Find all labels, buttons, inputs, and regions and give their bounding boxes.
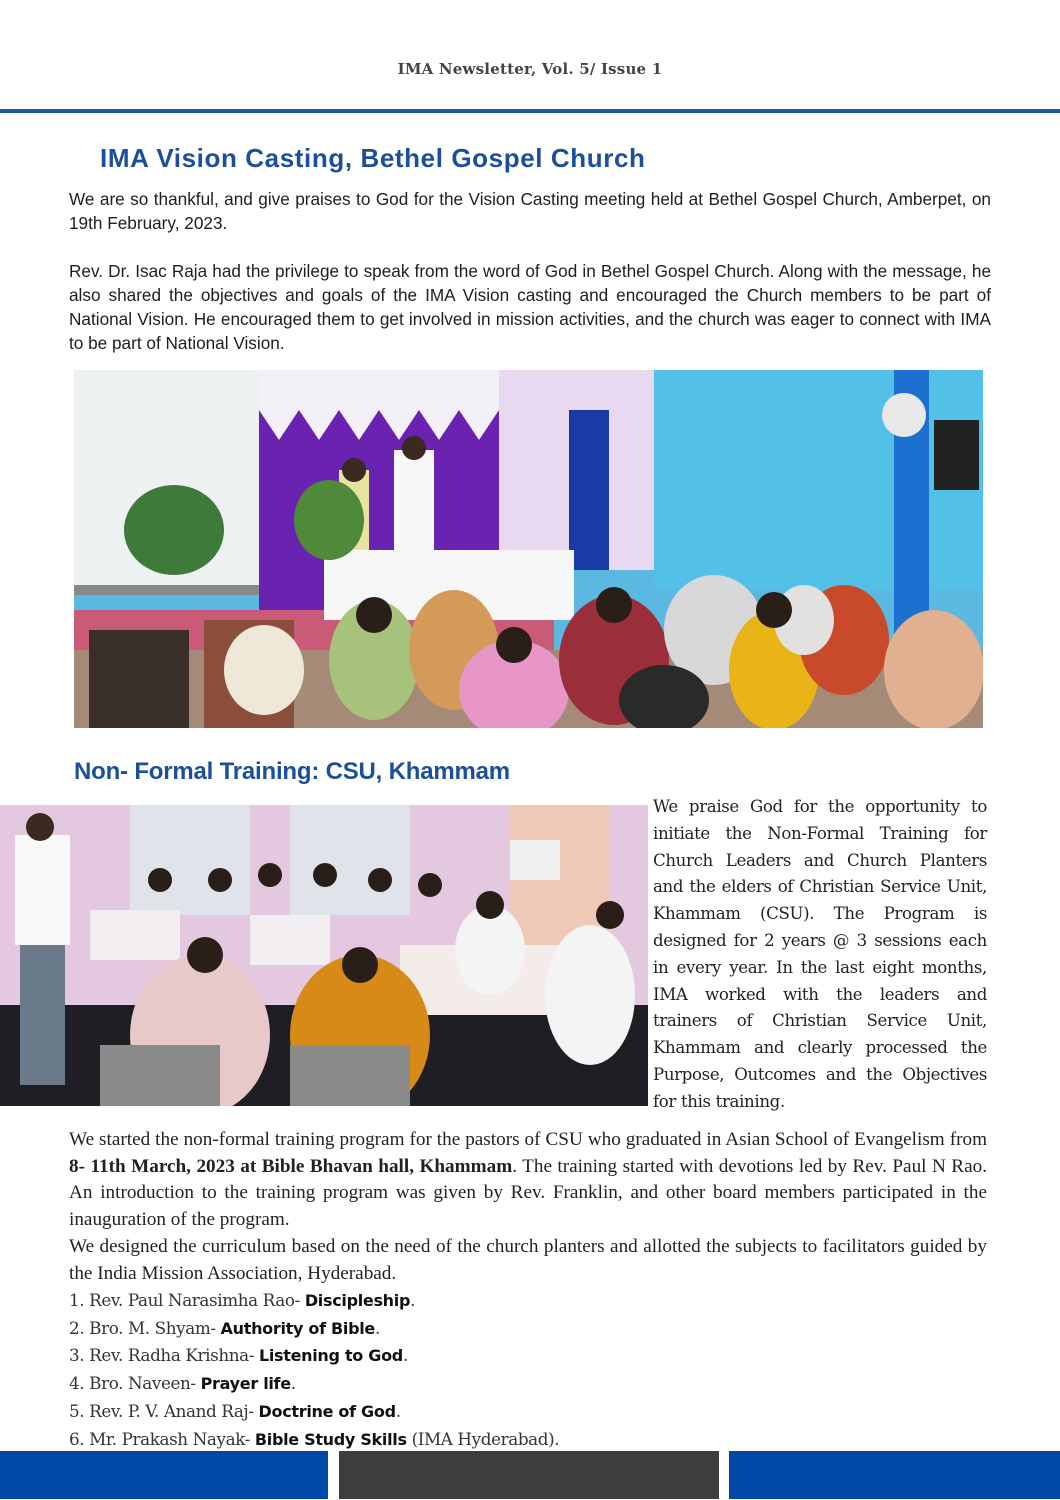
- list-item: [69, 1315, 559, 1343]
- header-rule: [0, 109, 1060, 113]
- list-item: [69, 1426, 559, 1454]
- subject: Prayer life: [200, 1374, 291, 1394]
- training-dates-venue: 8- 11th March, 2023 at Bible Bhavan hall, Khammam: [69, 1155, 513, 1177]
- footer-bar-left: [0, 1451, 328, 1499]
- facilitator-name: 1. Rev. Paul Narasimha Rao-: [69, 1290, 305, 1310]
- facilitator-name: 4. Bro. Naveen-: [69, 1373, 201, 1394]
- suffix: (IMA Hyderabad).: [406, 1428, 560, 1449]
- facilitator-list: [69, 1287, 559, 1453]
- training-session-photo: [0, 805, 648, 1106]
- suffix: .: [395, 1400, 401, 1421]
- facilitator-name: 3. Rev. Radha Krishna-: [69, 1345, 259, 1366]
- footer-bar-center: [339, 1451, 719, 1499]
- suffix: .: [402, 1345, 408, 1366]
- facilitator-name: 6. Mr. Prakash Nayak-: [69, 1428, 255, 1449]
- training-details-paragraph: [69, 1127, 987, 1234]
- section-title-vision-casting: IMA Vision Casting, Bethel Gospel Church: [100, 143, 646, 173]
- list-item: [69, 1398, 559, 1426]
- list-item: [69, 1342, 559, 1370]
- subject: Bible Study Skills: [254, 1429, 407, 1449]
- training-intro-paragraph: We praise God for the opportunity to initiate the Non-Formal Training for Church Leaders and Church Planters and the elders of Christian Service Unit, Khammam (CSU). The Program is designed for 2 years @ 3 sessions each in every year. In the last eight months, IMA worked with the leaders and trainers of Christian Service Unit, Khammam and clearly processed the Purpose, Outcomes and the Objectives for this training.: [653, 797, 987, 1111]
- subject: Doctrine of God: [258, 1401, 396, 1421]
- suffix: .: [290, 1373, 296, 1394]
- suffix: .: [374, 1317, 380, 1338]
- section-title-non-formal-training: Non- Formal Training: CSU, Khammam: [74, 758, 510, 785]
- suffix: .: [410, 1290, 416, 1310]
- facilitator-name: 2. Bro. M. Shyam-: [69, 1317, 221, 1338]
- facilitator-name: 5. Rev. P. V. Anand Raj-: [69, 1400, 259, 1421]
- speaker-paragraph: Rev. Dr. Isac Raja had the privilege to speak from the word of God in Bethel Gospel Church. Along with the message, he also shared the objectives and goals of the IMA Vision casting and encouraged the Church members to be part of National Vision. He encouraged them to get involved in mission activities, and the church was eager to connect with IMA to be part of National Vision.: [69, 261, 991, 353]
- intro-paragraph: We are so thankful, and give praises to God for the Vision Casting meeting held at Bethel Gospel Church, Amberpet, on 19th February, 2023.: [69, 189, 991, 233]
- training-details-text: We started the non-formal training program for the pastors of CSU who graduated in Asian School of Evangelism from: [69, 1129, 987, 1150]
- subject: Listening to God: [258, 1346, 403, 1366]
- curriculum-paragraph: We designed the curriculum based on the need of the church planters and allotted the subjects to facilitators guided by the India Mission Association, Hyderabad.: [69, 1236, 987, 1284]
- subject: Discipleship: [304, 1291, 411, 1310]
- list-item: [69, 1370, 559, 1398]
- running-header: IMA Newsletter, Vol. 5/ Issue 1: [397, 60, 663, 78]
- list-item: [69, 1287, 559, 1315]
- subject: Authority of Bible: [220, 1318, 375, 1338]
- training-details-text-2: . The training started with devotions led by Rev. Paul N Rao. An introduction to the training program was given by Rev. Franklin, and other board members participated in the inauguration of the program.: [69, 1155, 987, 1231]
- footer-bar-right: [729, 1451, 1060, 1499]
- vision-casting-photo: [74, 370, 983, 728]
